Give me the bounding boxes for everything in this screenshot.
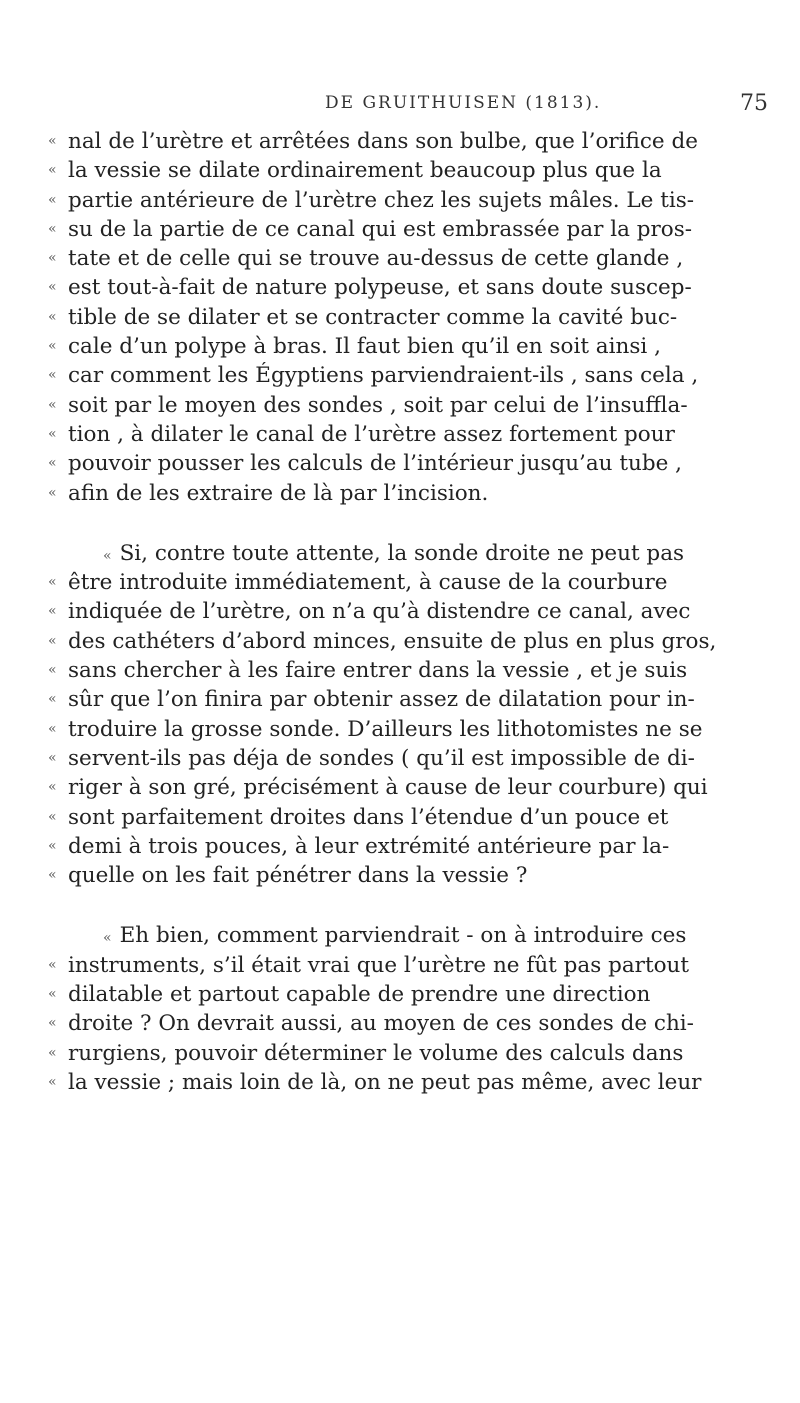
paragraph bbox=[48, 921, 783, 1097]
quote-mark: « bbox=[48, 338, 57, 355]
line-text: tible de se dilater et se contracter comme la cavité buc- bbox=[68, 304, 678, 330]
quote-mark: « bbox=[48, 749, 57, 766]
line-text: la vessie ; mais loin de là, on ne peut pas même, avec leur bbox=[68, 1069, 702, 1095]
quote-mark: « bbox=[48, 191, 57, 208]
quote-mark: « bbox=[103, 547, 112, 564]
quote-mark: « bbox=[48, 867, 57, 884]
paragraph-gap bbox=[48, 508, 783, 539]
quote-mark: « bbox=[48, 662, 57, 679]
text-line bbox=[48, 951, 783, 980]
paragraph-gap bbox=[48, 890, 783, 921]
text-line bbox=[48, 1068, 783, 1097]
line-text: servent-ils pas déja de sondes ( qu’il est impossible de di- bbox=[68, 745, 695, 771]
quote-mark: « bbox=[48, 691, 57, 708]
paragraph bbox=[48, 539, 783, 891]
line-text: afin de les extraire de là par l’incision. bbox=[68, 480, 489, 506]
quote-mark: « bbox=[48, 779, 57, 796]
text-line bbox=[48, 861, 783, 890]
line-text: riger à son gré, précisément à cause de leur courbure) qui bbox=[68, 775, 708, 801]
text-line bbox=[48, 273, 783, 302]
line-text: partie antérieure de l’urètre chez les sujets mâles. Le tis- bbox=[68, 187, 695, 213]
line-text: des cathéters d’abord minces, ensuite de plus en plus gros, bbox=[68, 628, 717, 654]
text-line bbox=[48, 715, 783, 744]
quote-mark: « bbox=[48, 162, 57, 179]
line-text: Eh bien, comment parviendrait - on à introduire ces bbox=[119, 923, 687, 949]
paragraph bbox=[48, 127, 783, 508]
quote-mark: « bbox=[103, 930, 112, 947]
line-text: demi à trois pouces, à leur extrémité antérieure par la- bbox=[68, 833, 670, 859]
text-line bbox=[48, 186, 783, 215]
text-line bbox=[48, 1039, 783, 1068]
line-text: nal de l’urètre et arrêtées dans son bulbe, que l’orifice de bbox=[68, 129, 698, 154]
line-text: su de la partie de ce canal qui est embrassée par la pros- bbox=[68, 216, 693, 242]
text-line bbox=[48, 568, 783, 597]
quote-mark: « bbox=[48, 720, 57, 737]
quote-mark: « bbox=[48, 986, 57, 1003]
quote-mark: « bbox=[48, 1044, 57, 1061]
line-text: être introduite immédiatement, à cause de la courbure bbox=[68, 570, 668, 596]
text-line bbox=[48, 803, 783, 832]
text-line bbox=[48, 744, 783, 773]
line-text: troduire la grosse sonde. D’ailleurs les lithotomistes ne se bbox=[68, 716, 703, 742]
line-text: sûr que l’on finira par obtenir assez de dilatation pour in- bbox=[68, 687, 695, 713]
text-line bbox=[48, 215, 783, 244]
quote-mark: « bbox=[48, 956, 57, 973]
running-title: DE GRUITHUISEN (1813). bbox=[325, 93, 602, 113]
text-line bbox=[48, 391, 783, 420]
quote-mark: « bbox=[48, 1015, 57, 1032]
quote-mark: « bbox=[48, 1073, 57, 1090]
quote-mark: « bbox=[48, 308, 57, 325]
text-line bbox=[48, 773, 783, 802]
quote-mark: « bbox=[48, 425, 57, 442]
text-line bbox=[48, 127, 783, 156]
line-text: instruments, s’il était vrai que l’urètre ne fût pas partout bbox=[68, 952, 690, 978]
quote-mark: « bbox=[48, 603, 57, 620]
line-text: Si, contre toute attente, la sonde droite ne peut pas bbox=[119, 540, 685, 566]
text-line bbox=[48, 597, 783, 626]
text-line bbox=[48, 627, 783, 656]
line-text: est tout-à-fait de nature polypeuse, et sans doute suscep- bbox=[68, 275, 692, 301]
text-line bbox=[48, 921, 783, 950]
quote-mark: « bbox=[48, 279, 57, 296]
quote-mark: « bbox=[48, 396, 57, 413]
line-text: rurgiens, pouvoir déterminer le volume des calculs dans bbox=[68, 1040, 684, 1066]
quote-mark: « bbox=[48, 632, 57, 649]
line-text: tion , à dilater le canal de l’urètre assez fortement pour bbox=[68, 421, 675, 447]
line-text: sont parfaitement droites dans l’étendue d’un pouce et bbox=[68, 804, 669, 830]
text-line bbox=[48, 420, 783, 449]
line-text: soit par le moyen des sondes , soit par celui de l’insuffla- bbox=[68, 392, 688, 418]
quote-mark: « bbox=[48, 367, 57, 384]
body-text bbox=[48, 127, 783, 1097]
text-line bbox=[48, 980, 783, 1009]
quote-mark: « bbox=[48, 250, 57, 267]
text-line bbox=[48, 303, 783, 332]
line-text: la vessie se dilate ordinairement beaucoup plus que la bbox=[68, 158, 662, 184]
page-number: 75 bbox=[740, 91, 768, 116]
text-line bbox=[48, 832, 783, 861]
line-text: indiquée de l’urètre, on n’a qu’à distendre ce canal, avec bbox=[68, 599, 691, 625]
quote-mark: « bbox=[48, 574, 57, 591]
text-line bbox=[48, 332, 783, 361]
line-text: cale d’un polype à bras. Il faut bien qu’il en soit ainsi , bbox=[68, 334, 661, 360]
line-text: pouvoir pousser les calculs de l’intérieur jusqu’au tube , bbox=[68, 451, 683, 477]
text-line bbox=[48, 361, 783, 390]
text-line bbox=[48, 479, 783, 508]
text-line bbox=[48, 156, 783, 185]
running-header bbox=[0, 93, 800, 123]
text-line bbox=[48, 656, 783, 685]
text-line bbox=[48, 1009, 783, 1038]
quote-mark: « bbox=[48, 484, 57, 501]
line-text: car comment les Égyptiens parviendraient-ils , sans cela , bbox=[68, 363, 699, 389]
text-line bbox=[48, 244, 783, 273]
quote-mark: « bbox=[48, 220, 57, 237]
quote-mark: « bbox=[48, 837, 57, 854]
line-text: tate et de celle qui se trouve au-dessus de cette glande , bbox=[68, 246, 684, 272]
quote-mark: « bbox=[48, 133, 57, 149]
text-line bbox=[48, 685, 783, 714]
text-line bbox=[48, 539, 783, 568]
quote-mark: « bbox=[48, 808, 57, 825]
line-text: quelle on les fait pénétrer dans la vessie ? bbox=[68, 863, 528, 889]
line-text: dilatable et partout capable de prendre une direction bbox=[68, 982, 651, 1008]
text-line bbox=[48, 449, 783, 478]
quote-mark: « bbox=[48, 455, 57, 472]
line-text: sans chercher à les faire entrer dans la vessie , et je suis bbox=[68, 658, 688, 684]
line-text: droite ? On devrait aussi, au moyen de ces sondes de chi- bbox=[68, 1011, 694, 1037]
